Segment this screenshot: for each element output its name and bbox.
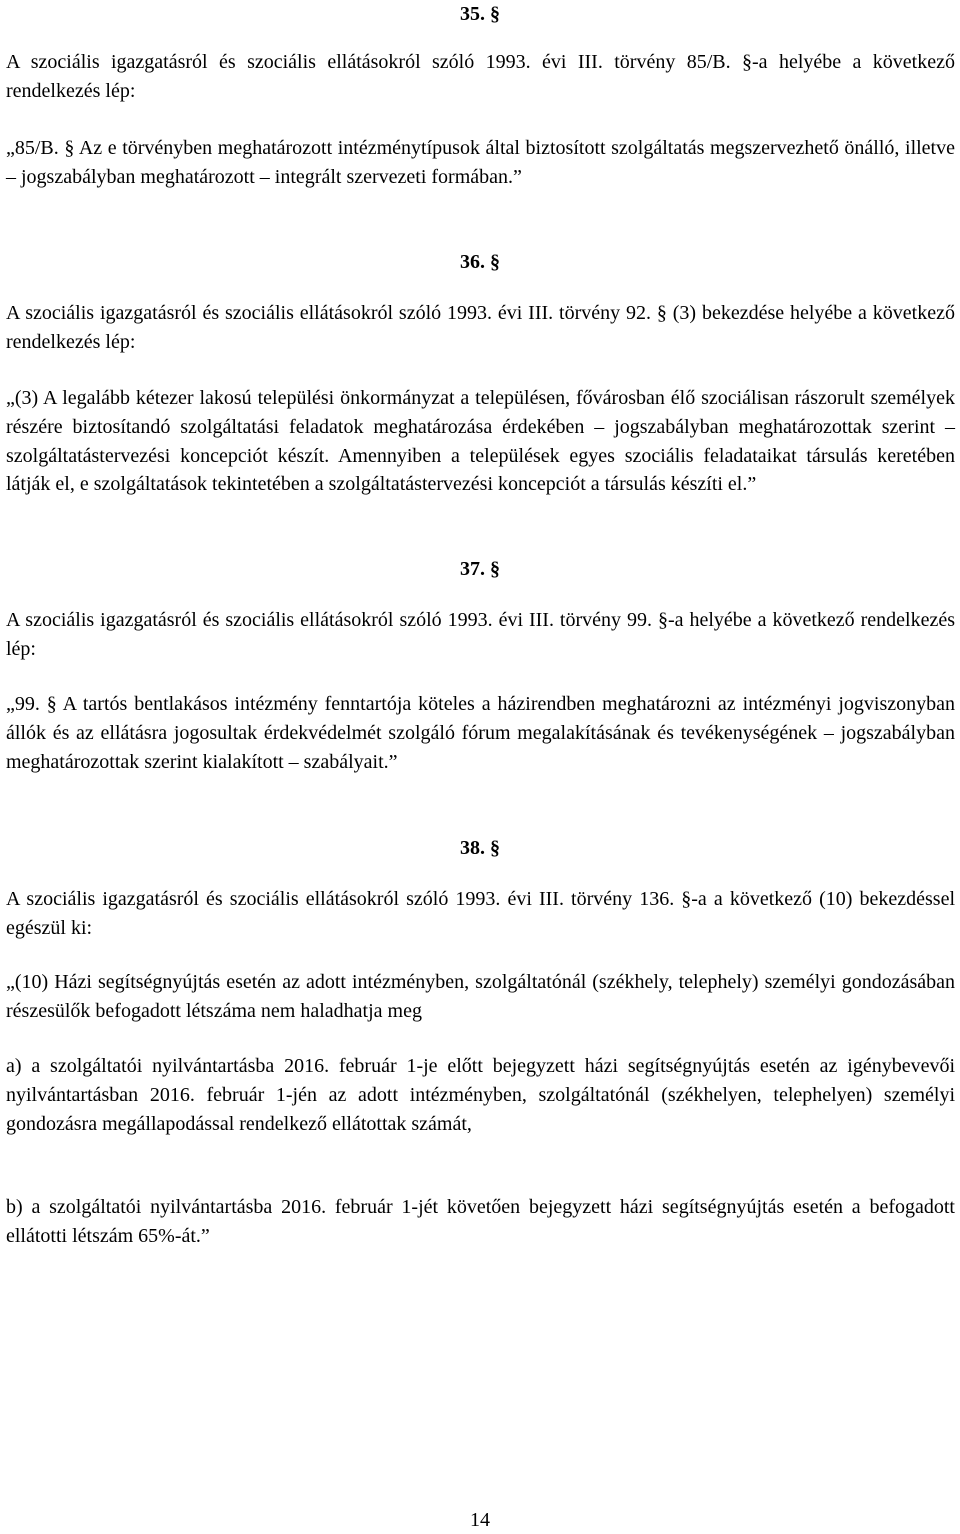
page-number: 14 [470,1509,490,1531]
section-heading-35: 35. § [460,3,500,25]
section-38-body: „(10) Házi segítségnyújtás esetén az adott intézményben, szolgáltatónál (székhely, telephely) személyi gondozásában részesülők befogadott létszáma nem haladhatja meg [6,971,955,1022]
section-35-body: „85/B. § Az e törvényben meghatározott intézménytípusok által biztosított szolgáltatás megszervezhető önálló, illetve – jogszabályban meghatározott – integrált szervezeti formában.” [6,137,955,188]
section-38-item-a: a) a szolgáltatói nyilvántartásba 2016. február 1-je előtt bejegyzett házi segítségnyújtás esetén az igénybevevői nyilvántartásban 2016. február 1-jén az adott intézményben, szolgáltatónál (székhelyen, telephelyen) személyi gondozásra megállapodással rendelkező ellátottak számát, [6,1055,955,1135]
section-37-body: „99. § A tartós bentlakásos intézmény fenntartója köteles a házirendben meghatározni az intézményi jogviszonyban állók és az ellátásra jogosultak érdekvédelmét szolgáló fórum megalakításának és tevékenységének – jogszabályban meghatározottak szerint kialakított – szabályait.” [6,693,955,773]
section-heading-38: 38. § [460,837,500,859]
section-35-intro: A szociális igazgatásról és szociális ellátásokról szóló 1993. évi III. törvény 85/B. §-a helyébe a következő rendelkezés lép: [6,51,955,102]
section-38-item-b: b) a szolgáltatói nyilvántartásba 2016. február 1-jét követően bejegyzett házi segítségnyújtás esetén a befogadott ellátotti létszám 65%-át.” [6,1196,955,1247]
section-36-intro: A szociális igazgatásról és szociális ellátásokról szóló 1993. évi III. törvény 92. § (3) bekezdése helyébe a következő rendelkezés lép: [6,302,955,353]
section-36-body: „(3) A legalább kétezer lakosú települési önkormányzat a településen, fővárosban élő szociálisan rászorult személyek részére biztosítandó szolgáltatási feladatok meghatározása érdekében – jogszabályban meghatározottak szerint – szolgáltatástervezési koncepciót készít. Amennyiben a települések egyes szociális feladataikat társulás keretében látják el, e szolgáltatások tekintetében a szolgáltatástervezési koncepciót a társulás készíti el.” [6,387,955,496]
section-heading-37: 37. § [460,558,500,580]
section-37-intro: A szociális igazgatásról és szociális ellátásokról szóló 1993. évi III. törvény 99. §-a helyébe a következő rendelkezés lép: [6,609,955,660]
section-heading-36: 36. § [460,251,500,273]
section-38-intro: A szociális igazgatásról és szociális ellátásokról szóló 1993. évi III. törvény 136. §-a a következő (10) bekezdéssel egészül ki: [6,888,955,939]
